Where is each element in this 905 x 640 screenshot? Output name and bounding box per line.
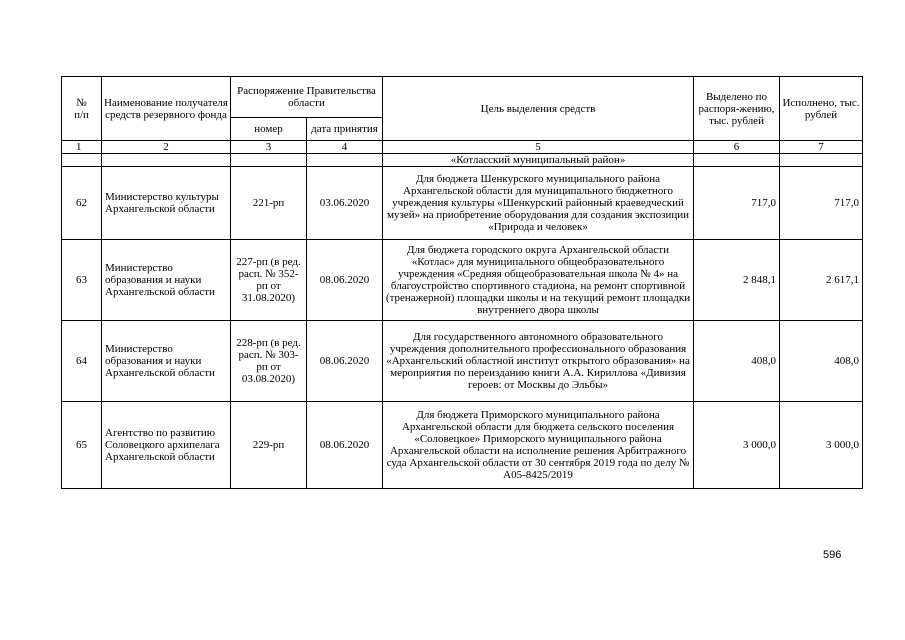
- row-order-date: 03.06.2020: [307, 167, 383, 240]
- row-executed: 2 617,1: [780, 240, 863, 321]
- district-name: «Котласский муниципальный район»: [383, 154, 694, 167]
- row-recipient: Агентство по развитию Соловецкого архипелага Архангельской области: [102, 402, 231, 489]
- row-recipient: Министерство образования и науки Архангельской области: [102, 321, 231, 402]
- col-header-order-date: дата принятия: [307, 118, 383, 141]
- column-index: 4: [307, 141, 383, 154]
- column-index: 2: [102, 141, 231, 154]
- column-index: 1: [62, 141, 102, 154]
- row-order-date: 08.06.2020: [307, 321, 383, 402]
- col-header-allocated: Выделено по распоря-жению, тыс. рублей: [694, 77, 780, 141]
- row-recipient: Министерство культуры Архангельской области: [102, 167, 231, 240]
- table-row: [62, 402, 863, 489]
- row-purpose: Для бюджета Приморского муниципального района Архангельской области для бюджета сельского поселения «Соловецкое» Приморского муниципального района Архангельской области на исполнение решения Арбитражного суда Архангельской области от 30 сентября 2019 года по делу № А05-8425/2019: [383, 402, 694, 489]
- row-executed: 3 000,0: [780, 402, 863, 489]
- row-order-number: 229-рп: [231, 402, 307, 489]
- row-order-date: 08.06.2020: [307, 240, 383, 321]
- row-allocated: 3 000,0: [694, 402, 780, 489]
- col-header-num: № п/п: [62, 77, 102, 141]
- row-order-number: 228-рп (в ред. расп. № 303-рп от 03.08.2020): [231, 321, 307, 402]
- column-index-row: [62, 141, 863, 154]
- row-order-number: 227-рп (в ред. расп. № 352-рп от 31.08.2020): [231, 240, 307, 321]
- row-purpose: Для государственного автономного образовательного учреждения дополнительного профессионального образования «Архангельский областной институт открытого образования» на мероприятия по переизданию книги А.А. Кириллова «Дивизия героев: от Москвы до Эльбы»: [383, 321, 694, 402]
- row-num: 64: [62, 321, 102, 402]
- table-row: [62, 167, 863, 240]
- row-allocated: 717,0: [694, 167, 780, 240]
- column-index: 5: [383, 141, 694, 154]
- row-order-number: 221-рп: [231, 167, 307, 240]
- row-executed: 717,0: [780, 167, 863, 240]
- row-num: 63: [62, 240, 102, 321]
- column-index: 3: [231, 141, 307, 154]
- col-header-order: Распоряжение Правительства области: [231, 77, 383, 118]
- table-row: [62, 321, 863, 402]
- row-num: 65: [62, 402, 102, 489]
- row-num: 62: [62, 167, 102, 240]
- row-recipient: Министерство образования и науки Архангельской области: [102, 240, 231, 321]
- row-executed: 408,0: [780, 321, 863, 402]
- row-order-date: 08.06.2020: [307, 402, 383, 489]
- page-number: 596: [823, 549, 842, 561]
- row-allocated: 408,0: [694, 321, 780, 402]
- col-header-recipient: Наименование получателя средств резервного фонда: [102, 77, 231, 141]
- row-purpose: Для бюджета городского округа Архангельской области «Котлас» для муниципального общеобразовательного учреждения «Средняя общеобразовательная школа № 4» на благоустройство спортивного стадиона, на ремонт спортивной (тренажерной) площадки школы и на текущий ремонт площадки внутреннего двора школы: [383, 240, 694, 321]
- column-index: 6: [694, 141, 780, 154]
- row-purpose: Для бюджета Шенкурского муниципального района Архангельской области для муниципального бюджетного учреждения культуры «Шенкурский районный краеведческий музей» на приобретение оборудования для создания экспозиции «Природа и человек»: [383, 167, 694, 240]
- table-row: [62, 240, 863, 321]
- row-allocated: 2 848,1: [694, 240, 780, 321]
- col-header-order-number: номер: [231, 118, 307, 141]
- district-row: [62, 154, 863, 167]
- column-index: 7: [780, 141, 863, 154]
- col-header-purpose: Цель выделения средств: [383, 77, 694, 141]
- reserve-fund-table: [61, 76, 863, 489]
- col-header-executed: Исполнено, тыс. рублей: [780, 77, 863, 141]
- table-header-row: [62, 77, 863, 118]
